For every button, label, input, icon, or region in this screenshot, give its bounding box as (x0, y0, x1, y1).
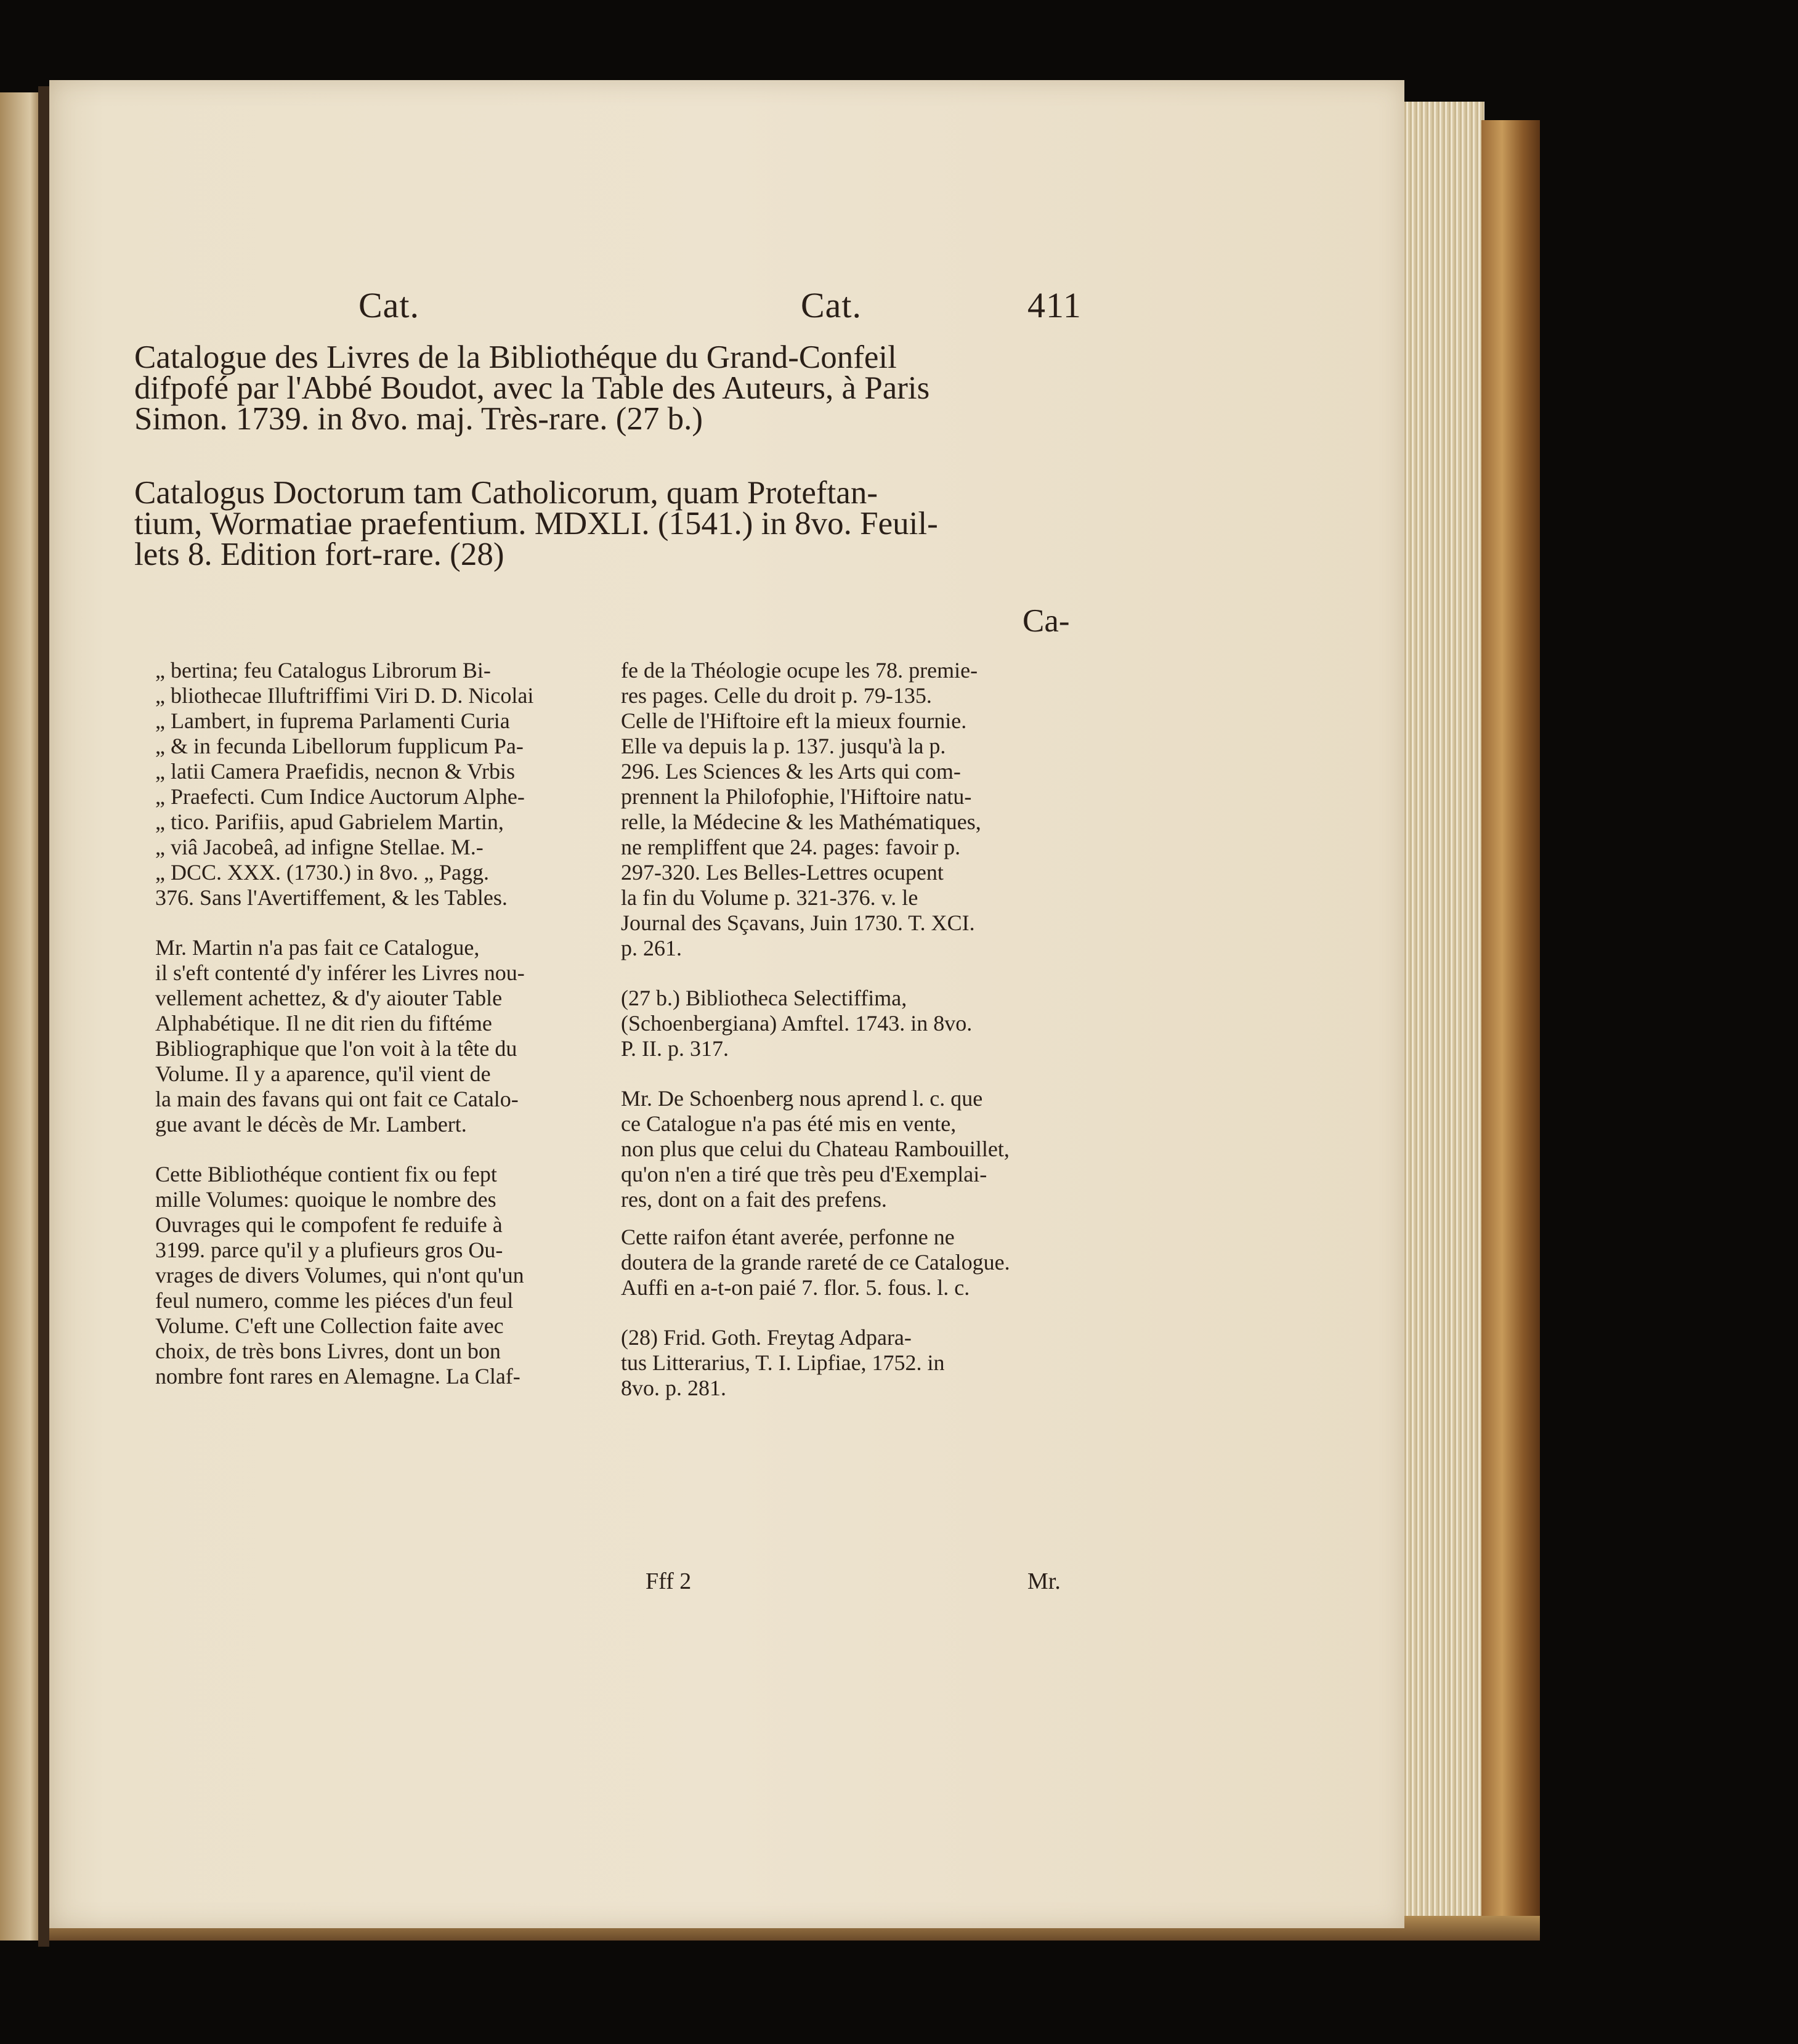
text-line: (27 b.) Bibliotheca Selectiffima, (621, 986, 907, 1010)
paragraph (621, 986, 1077, 1061)
text-line: gue avant le décès de Mr. Lambert. (155, 1112, 467, 1137)
text-line: ne rempliffent que 24. pages: favoir p. (621, 835, 961, 859)
entry-line: lets 8. Edition fort-rare. (28) (134, 537, 504, 572)
text-line: la fin du Volume p. 321-376. v. le (621, 885, 918, 910)
text-line: vrages de divers Volumes, qui n'ont qu'un (155, 1263, 524, 1288)
text-line: „ bertina; feu Catalogus Librorum Bi- (155, 658, 491, 683)
text-line: vellement achettez, & d'y aiouter Table (155, 986, 503, 1010)
text-line: Celle de l'Hiftoire eft la mieux fournie. (621, 708, 967, 733)
text-line: „ DCC. XXX. (1730.) in 8vo. „ Pagg. (155, 860, 489, 885)
entry-line: difpofé par l'Abbé Boudot, avec la Table des Auteurs, à Paris (134, 370, 930, 406)
text-line: nombre font rares en Alemagne. La Claf- (155, 1364, 520, 1389)
text-line: feul numero, comme les piéces d'un feul (155, 1288, 514, 1313)
text-line: P. II. p. 317. (621, 1036, 729, 1061)
left-column (155, 658, 586, 1389)
text-line: Volume. Il y a aparence, qu'il vient de (155, 1061, 491, 1086)
paragraph (155, 658, 586, 910)
text-line: Elle va depuis la p. 137. jusqu'à la p. (621, 734, 946, 758)
text-line: ce Catalogue n'a pas été mis en vente, (621, 1111, 957, 1136)
text-line: (28) Frid. Goth. Freytag Adpara- (621, 1325, 912, 1350)
text-line: choix, de très bons Livres, dont un bon (155, 1339, 501, 1363)
paragraph (621, 1325, 1077, 1401)
text-line: la main des favans qui ont fait ce Catalo- (155, 1087, 519, 1111)
text-line: Cette raifon étant averée, perfonne ne (621, 1225, 955, 1249)
paragraph (155, 1162, 586, 1389)
signature-mark: Fff 2 (646, 1568, 692, 1594)
left-page-edge (0, 92, 43, 1941)
catalogue-entry-2 (134, 477, 1083, 570)
text-line: mille Volumes: quoique le nombre des (155, 1187, 496, 1212)
text-line: Ouvrages qui le compofent fe reduife à (155, 1212, 503, 1237)
text-line: tus Litterarius, T. I. Lipfiae, 1752. in (621, 1350, 945, 1375)
text-line: „ bliothecae Illuftriffimi Viri D. D. Nicolai (155, 683, 534, 708)
text-line: p. 261. (621, 936, 682, 960)
catalogue-entry-1 (134, 339, 1083, 437)
catchword-bottom: Mr. (1027, 1568, 1061, 1594)
text-line: 296. Les Sciences & les Arts qui com- (621, 759, 961, 784)
text-line: 8vo. p. 281. (621, 1376, 726, 1400)
running-head-center: Cat. (801, 285, 862, 325)
paragraph (621, 658, 1077, 961)
text-line: Cette Bibliothéque contient fix ou fept (155, 1162, 497, 1186)
text-line: Mr. Martin n'a pas fait ce Catalogue, (155, 935, 480, 960)
text-line: il s'eft contenté d'y inférer les Livres nou- (155, 960, 525, 985)
right-column (621, 658, 1077, 1401)
paragraph (621, 1086, 1077, 1212)
entry-line: Simon. 1739. in 8vo. maj. Très-rare. (27 b.) (134, 401, 703, 437)
text-line: res pages. Celle du droit p. 79-135. (621, 683, 932, 708)
text-line: Volume. C'eft une Collection faite avec (155, 1313, 504, 1338)
book-gutter (38, 86, 49, 1947)
text-line: prennent la Philofophie, l'Hiftoire natu- (621, 784, 972, 809)
text-line: Auffi en a-t-on paié 7. flor. 5. fous. l. c. (621, 1275, 970, 1300)
text-line: Mr. De Schoenberg nous aprend l. c. que (621, 1086, 983, 1111)
text-line: „ Praefecti. Cum Indice Auctorum Alphe- (155, 784, 525, 809)
text-line: „ viâ Jacobeâ, ad infigne Stellae. M.- (155, 835, 484, 859)
catchword-top: Ca- (1023, 603, 1070, 639)
text-line: fe de la Théologie ocupe les 78. premie- (621, 658, 978, 683)
entry-line: Catalogue des Livres de la Bibliothéque du Grand-Confeil (134, 339, 897, 375)
text-line: „ tico. Parifiis, apud Gabrielem Martin, (155, 809, 504, 834)
text-line: 376. Sans l'Avertiffement, & les Tables. (155, 885, 508, 910)
text-line: non plus que celui du Chateau Rambouillet, (621, 1137, 1010, 1161)
leather-cover-edge (1481, 120, 1540, 1934)
paragraph (155, 935, 586, 1137)
text-line: Alphabétique. Il ne dit rien du fiftéme (155, 1011, 492, 1036)
text-line: „ & in fecunda Libellorum fupplicum Pa- (155, 734, 524, 758)
text-line: res, dont on a fait des prefens. (621, 1187, 887, 1212)
running-head-left: Cat. (358, 285, 420, 325)
entry-line: Catalogus Doctorum tam Catholicorum, quam Proteftan- (134, 475, 878, 511)
text-line: 3199. parce qu'il y a plufieurs gros Ou- (155, 1238, 503, 1262)
text-line: relle, la Médecine & les Mathématiques, (621, 809, 981, 834)
paragraph (621, 1225, 1077, 1300)
entry-line: tium, Wormatiae praefentium. MDXLI. (1541.) in 8vo. Feuil- (134, 506, 938, 541)
text-line: „ Lambert, in fuprema Parlamenti Curia (155, 708, 510, 733)
text-line: „ latii Camera Praefidis, necnon & Vrbis (155, 759, 516, 784)
text-line: doutera de la grande rareté de ce Catalogue. (621, 1250, 1010, 1275)
text-line: Bibliographique que l'on voit à la tête du (155, 1036, 517, 1061)
text-line: Journal des Sçavans, Juin 1730. T. XCI. (621, 910, 975, 935)
page-number: 411 (1027, 285, 1082, 325)
text-line: qu'on n'en a tiré que très peu d'Exemplai- (621, 1162, 987, 1186)
text-line: 297-320. Les Belles-Lettres ocupent (621, 860, 944, 885)
page-stack-edge (1404, 102, 1484, 1928)
text-line: (Schoenbergiana) Amftel. 1743. in 8vo. (621, 1011, 973, 1036)
